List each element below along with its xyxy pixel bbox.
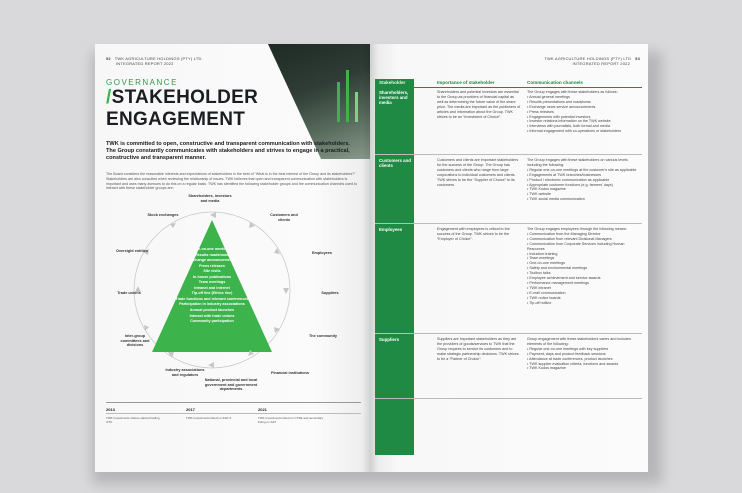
left-page-number: 52 [106,56,111,61]
row-stakeholder: Shareholders, investors and media [379,90,409,106]
channel-item: Exchange announcements [188,258,236,263]
channel-bullet: • E-mail communication [527,290,566,295]
row-divider [375,333,642,334]
channel-bullet: • TWK supplier evaluation criteria, functions and awards [527,361,619,366]
row-stakeholder: Customers and clients [379,158,411,169]
channel-item: Team meetings [198,280,226,285]
channel-bullet: • Investor relations information on the TWK website [527,119,611,124]
channels-intro: The Group engages with these stakeholders on various levels including the following: [527,158,628,167]
photo-green-bar [346,70,349,122]
node-trade-unions: Trade unions [117,291,141,295]
channel-bullet: • Communication from relevant Divisional Managers [527,236,612,241]
channel-bullet: • Attendance at trade conferences, product launches [527,356,613,361]
channels-intro: The Group engages with these stakeholders as follows: [527,90,618,94]
timeline-line [106,402,361,403]
channel-bullet: • TWK Kudos magazine [527,187,566,192]
left-header-company: TWK AGRICULTURE HOLDINGS (PTY) LTD [114,56,202,61]
timeline-text: TWK Investments listed on CTSE and secondary listing on A2X [258,416,324,424]
row-divider [375,398,642,399]
right-page-header [530,56,640,66]
channel-bullet: • Communication from Corporate Services including Human Resources [527,241,625,251]
right-header-report: INTEGRATED REPORT 2022 [572,61,630,66]
row-channels [527,90,640,134]
channel-bullet: • Tip-off hotline [527,300,552,305]
row-divider [375,223,642,224]
channel-bullet: • Annual general meetings [527,94,570,99]
channel-bullet: • Exchange news service announcements [527,104,596,109]
node-financial: Financial institutions [271,371,309,375]
channel-item: Trade functions and relevant conferences [175,296,249,301]
channel-bullet: • TWK notice boards [527,295,561,300]
left-header-report: INTEGRATED REPORT 2022 [116,61,174,66]
channel-bullet: • TWK website [527,192,551,197]
node-industry: Industry associations and regulators [165,368,205,377]
channel-item: Annual product launches [189,308,235,313]
channel-bullet: • Toolbox talks [527,271,551,276]
channel-item: Interact with trade unions [189,313,235,318]
node-suppliers: Suppliers [321,291,339,295]
node-oversight: Oversight entities [115,249,149,253]
table-header-rule [375,87,642,88]
channel-item: One-on-one meetings [193,247,231,251]
row-importance: Customers and clients are important stakeholders for the success of the Group. The Group has customers and clients who range from large corporations to individual customers and clients. TWK strives to be the “Supplier of Choice” to its customers. [437,158,519,187]
channel-item: In-house publications [192,274,232,279]
timeline-line [106,413,361,414]
listing-timeline [106,402,361,432]
channel-bullet: • Employee achievement and service awards [527,276,601,281]
channel-bullet: • Induction training [527,251,558,256]
page-title-line2: ENGAGEMENT [106,109,246,130]
channels-list [166,247,258,325]
node-government: National, provincial and local government and government departments [204,378,258,392]
channel-item: Site visits [203,269,221,274]
channel-bullet: • One-on-one meetings [527,261,565,266]
node-intergroup: Inter-group committees and divisions [120,334,150,348]
column-header-channels: Communication channels [527,80,583,85]
channel-bullet: • Team meetings [527,256,555,261]
column-header-stakeholder: Stakeholder [379,80,406,85]
right-header-company: TWK AGRICULTURE HOLDINGS (PTY) LTD [544,56,632,61]
row-importance: Engagement with employees is critical to the success of the Group. TWK strives to be the “Employer of Choice”. [437,227,510,241]
channel-bullet: • TWK Kudos magazine [527,366,566,371]
timeline-year: 2013 [106,407,115,412]
row-channels [527,158,640,202]
channel-bullet: • Press releases [527,109,554,114]
node-shareholders: Shareholders, investors and media [188,194,232,203]
channel-item: Intranet and internet [194,285,230,290]
row-divider [375,154,642,155]
channel-bullet: • Payment, days and product feedback sessions [527,351,606,356]
circle-arrow [208,362,214,368]
node-community: The community [308,334,338,338]
channel-bullet: • Appropriate customer functions (e.g. farmers' days) [527,182,613,187]
timeline-year: 2021 [258,407,267,412]
circle-arrow [283,288,289,294]
row-channels [527,337,640,371]
channel-bullet: • TWK social media communication [527,197,585,202]
channel-bullet: • Communication from the Managing Director [527,231,601,236]
left-page-header [106,56,202,66]
channel-item: Press releases [199,263,225,268]
right-page-number: 53 [635,56,640,61]
node-employees: Employees [311,251,333,255]
timeline-year: 2017 [186,407,195,412]
channel-item: Community participation [190,319,234,324]
channel-item: Tip-off line (Ethics line) [191,291,233,296]
timeline-text: TWK Investments shares started trading OTC [106,416,160,424]
photo-green-bar [355,92,358,122]
channel-item: Participation in industry associations [179,302,245,307]
row-channels [527,227,640,306]
channel-bullet: • Regular one-on-one meetings with key suppliers [527,346,609,351]
circle-arrow [210,212,216,218]
node-exchanges: Stock exchanges [147,213,179,217]
row-stakeholder: Employees [379,227,403,232]
channel-bullet: • Informal engagement with co-operatives or stakeholders [527,129,622,134]
channel-bullet: • TWK intranet [527,285,551,290]
page-title-line1: /STAKEHOLDER [106,87,259,108]
channel-item: Results roadshows [195,252,229,257]
photo-green-bar [337,82,340,122]
channel-bullet: • Engagements with potential investors [527,114,591,119]
channel-bullet: • Safety and environmental meetings [527,266,588,271]
node-customers: Customers and clients [270,213,298,222]
channel-bullet: • Regular one-on-one meetings at the customer's site as applicable [527,167,637,172]
title-slash: / [106,87,112,108]
channel-bullet: • Engagements at TWK branches/businesses [527,172,602,177]
row-importance: Shareholders and potential investors are essential to the Group as providers of financial capital as well as determining the future value of the share price. The media are important as the publishers of articles and information about the Group. TWK strives to be an “Investment of Choice”. [437,90,521,119]
intro-paragraph: TWK is committed to open, constructive and transparent communication with stakeholders. The Group constantly communicates with stakeholders and strives to engage in a practical, constructive and transparent manner. [106,141,350,162]
row-importance: Suppliers are important stakeholders as they are the providers of goods/services to TWK that the Group requires to service its customers and to make strategic partnership decisions. TWK strives to be a “Partner of Choice”. [437,337,519,361]
channel-bullet: • Product / electronic communication as applicable [527,177,610,182]
column-header-importance: Importance of stakeholder [437,80,495,85]
channel-bullet: • Results presentations and roadshows [527,99,591,104]
channel-bullet: • Interviews with journalists, both formal and media [527,124,610,129]
body-paragraph: The Board considers the reasonable interests and expectations of stakeholders in the best of “What is in the best interest of the Group and its stakeholders?” Stakeholders are also consulted when reviewing the relationship of issues. TWK believes that open and transparent communication with stakeholders is important and uses many avenues to do this on a regular basis. TWK has identified the following stakeholder groups and the communication channels used to interact with these stakeholder groups are: [106,172,358,191]
channels-intro: The Group engages employees through the following means: [527,227,627,231]
channels-intro: Group engagement with these stakeholders varies and includes elements of the following: [527,337,631,346]
row-stakeholder: Suppliers [379,337,400,342]
timeline-text: TWK Investments listed on ZAR X [186,416,232,420]
channel-bullet: • Performance management meetings [527,280,589,285]
section-label: GOVERNANCE [106,78,178,87]
